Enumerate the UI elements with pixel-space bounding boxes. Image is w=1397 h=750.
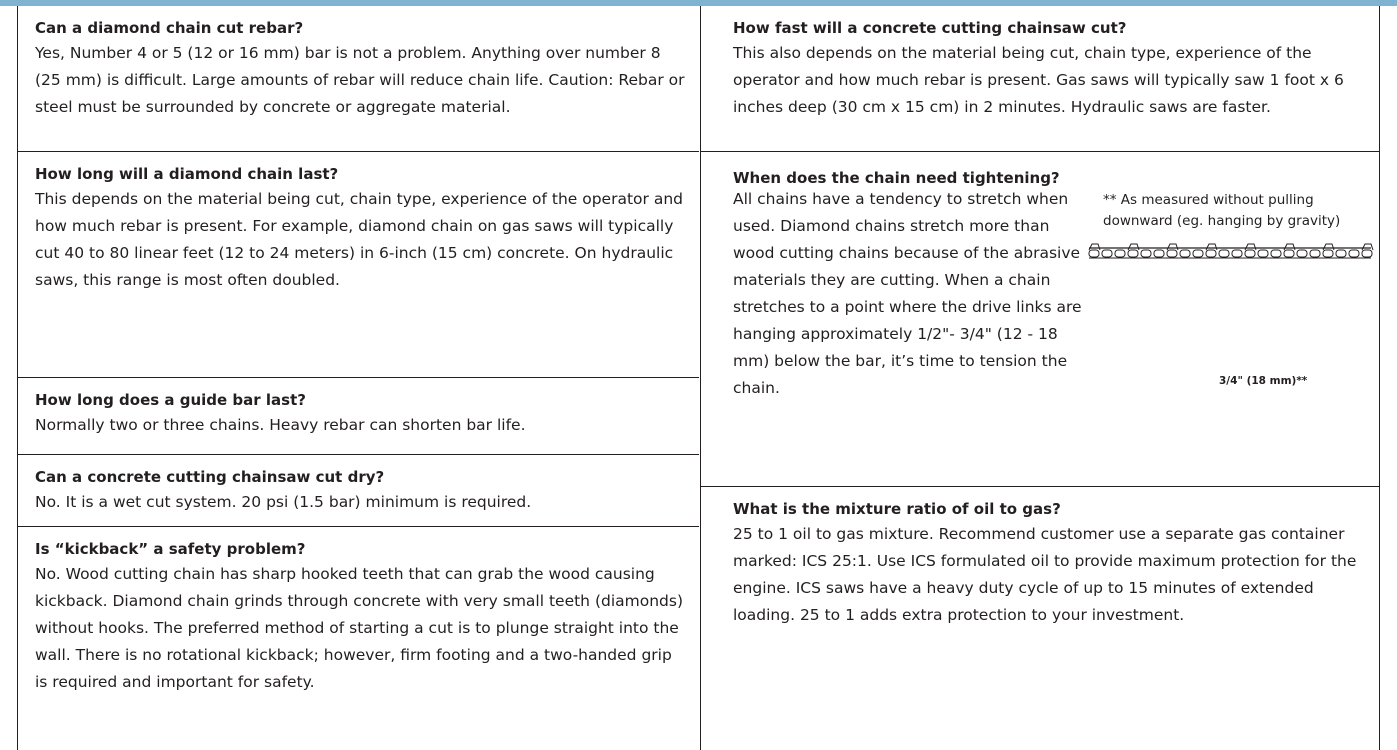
faq-item-kickback xyxy=(18,527,699,750)
faq-answer: 25 to 1 oil to gas mixture. Recommend customer use a separate gas container marked: ICS 25:1. Use ICS formulated oil to provide maximum protection for the engine. ICS saws have a heavy duty cycle of up to 15 minutes of extended loading. 25 to 1 adds extra protection to your investment. xyxy=(733,525,1357,624)
faq-item-cut-speed xyxy=(701,6,1379,152)
faq-item-rebar xyxy=(18,6,699,152)
faq-answer: No. It is a wet cut system. 20 psi (1.5 bar) minimum is required. xyxy=(35,493,532,511)
faq-column-right xyxy=(700,6,1379,750)
faq-question: What is the mixture ratio of oil to gas? xyxy=(733,500,1061,518)
faq-question: Can a concrete cutting chainsaw cut dry? xyxy=(35,468,385,486)
faq-answer: This also depends on the material being cut, chain type, experience of the operator and how much rebar is present. Gas saws will typically saw 1 foot x 6 inches deep (30 cm x 15 cm) in 2 minutes. Hydraulic saws are faster. xyxy=(733,44,1344,116)
faq-answer: No. Wood cutting chain has sharp hooked teeth that can grab the wood causing kickback. Diamond chain grinds through concrete with very small teeth (diamonds) without hooks. The preferred method of starting a cut is to plunge straight into the wall. There is no rotational kickback; however, firm footing and a two-handed grip is required and important for safety. xyxy=(35,565,683,691)
faq-question: How long will a diamond chain last? xyxy=(35,165,339,183)
faq-item-guide-bar xyxy=(18,378,699,455)
diagram-note: ** As measured without pulling downward (eg. hanging by gravity) xyxy=(1103,192,1341,229)
faq-answer: All chains have a tendency to stretch when used. Diamond chains stretch more than wood cutting chains because of the abrasive materials they are cutting. When a chain stretches to a point where the drive links are hanging approximately 1/2"- 3/4" (12 - 18 mm) below the bar, it’s time to tension the chain. xyxy=(733,190,1082,397)
faq-column-left xyxy=(18,6,699,750)
faq-question: When does the chain need tightening? xyxy=(733,169,1060,187)
faq-item-cut-dry xyxy=(18,455,699,527)
faq-question: How fast will a concrete cutting chainsaw cut? xyxy=(733,19,1127,37)
faq-question: How long does a guide bar last? xyxy=(35,391,306,409)
faq-item-tightening xyxy=(701,152,1379,487)
chain-tight-icon xyxy=(1089,244,1373,258)
faq-item-mixture xyxy=(701,487,1379,750)
faq-question: Is “kickback” a safety problem? xyxy=(35,540,306,558)
faq-item-chain-life xyxy=(18,152,699,378)
chain-tension-diagram xyxy=(1081,170,1376,387)
faq-question: Can a diamond chain cut rebar? xyxy=(35,19,304,37)
faq-answer: This depends on the material being cut, chain type, experience of the operator and how much rebar is present. For example, diamond chain on gas saws will typically cut 40 to 80 linear feet (12 to 24 meters) in 6-inch (15 cm) concrete. On hydraulic saws, this range is most often doubled. xyxy=(35,190,683,289)
faq-answer: Normally two or three chains. Heavy rebar can shorten bar life. xyxy=(35,416,526,434)
faq-page xyxy=(17,6,1380,750)
measure-label: 3/4" (18 mm)** xyxy=(1219,375,1308,387)
faq-answer: Yes, Number 4 or 5 (12 or 16 mm) bar is not a problem. Anything over number 8 (25 mm) is difficult. Large amounts of rebar will reduce chain life. Caution: Rebar or steel must be surrounded by concrete or aggregate material. xyxy=(35,44,685,116)
